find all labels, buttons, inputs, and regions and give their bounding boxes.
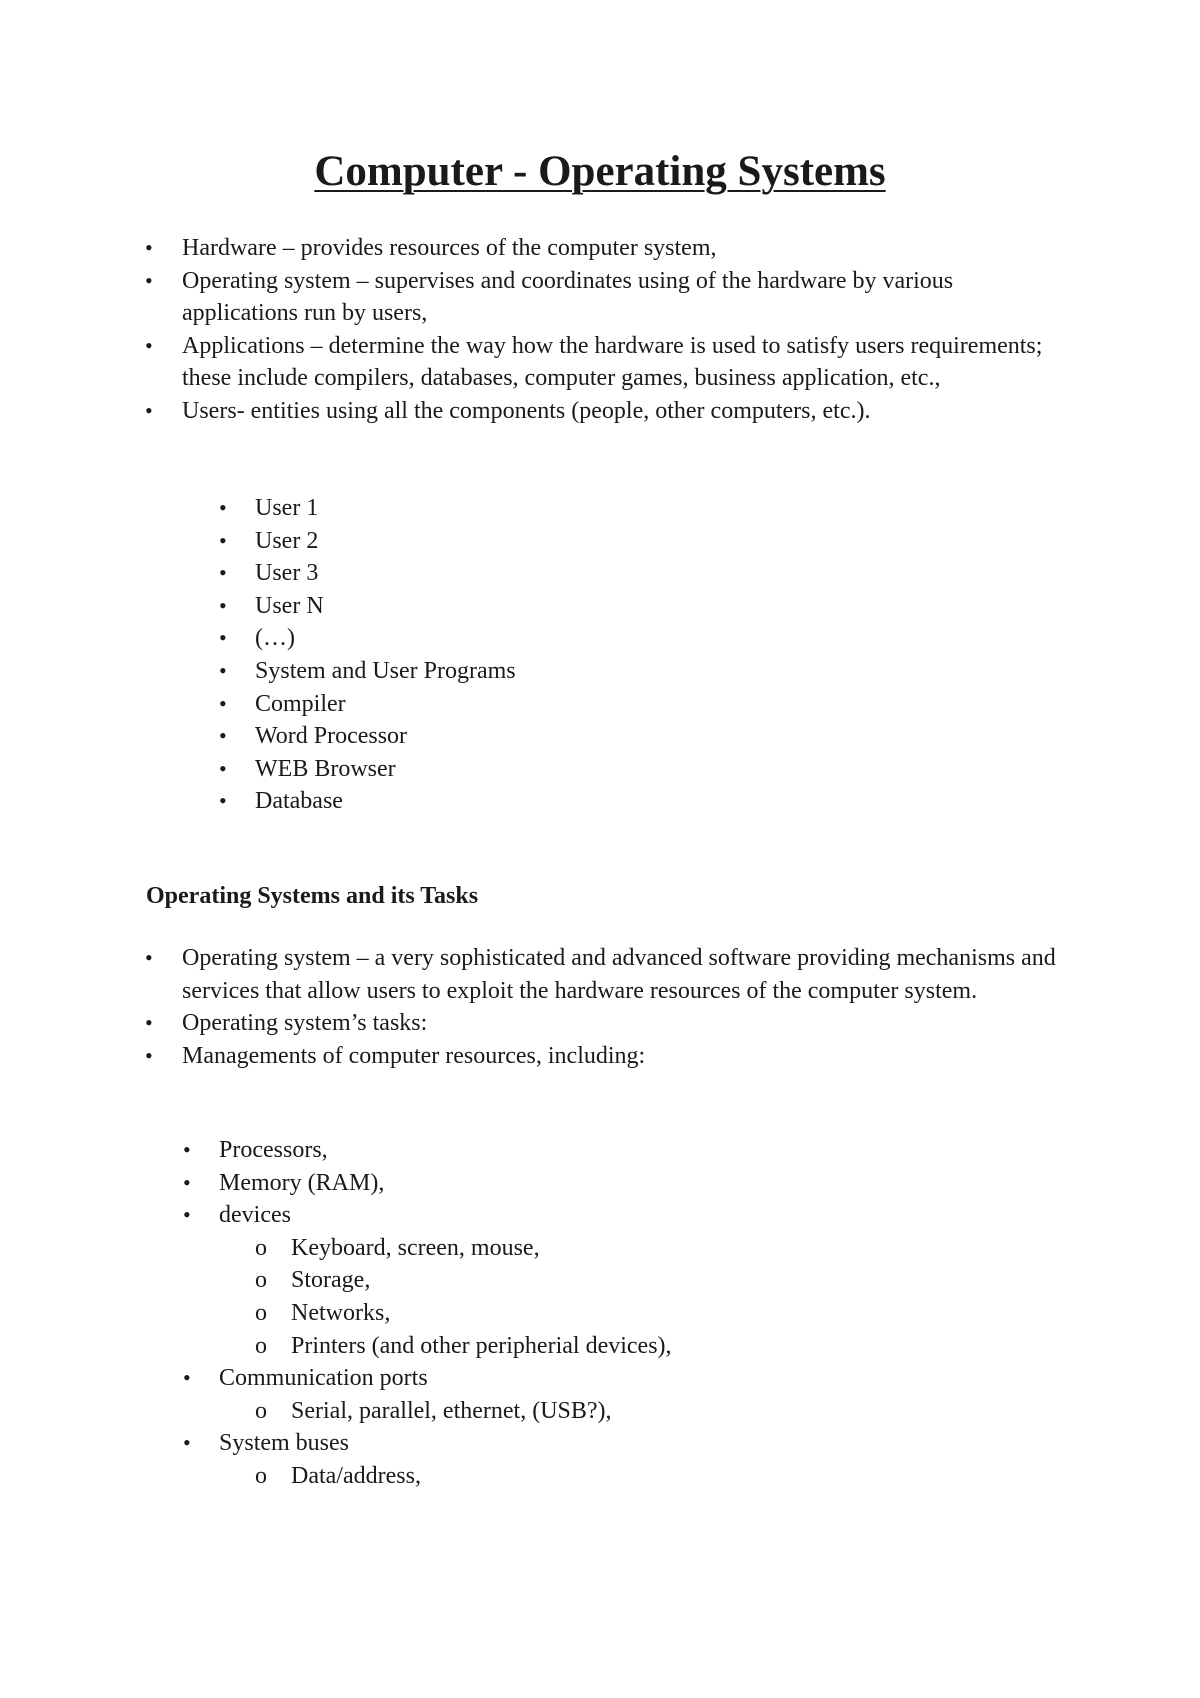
list-item: • Compiler <box>255 688 955 721</box>
list-item: • User 1 <box>255 492 955 525</box>
circle-bullet-icon: o <box>255 1234 267 1261</box>
circle-bullet-icon: o <box>255 1462 267 1489</box>
circle-bullet-icon: o <box>255 1267 267 1294</box>
list-item: • Hardware – provides resources of the computer system, <box>182 232 1062 265</box>
bullet-icon: • <box>145 397 153 423</box>
list-item: • System buses o Data/address, <box>219 1427 919 1492</box>
bullet-icon: • <box>219 560 227 586</box>
list-item: • Database <box>255 785 955 818</box>
bullet-icon: • <box>219 755 227 781</box>
list-item: • Memory (RAM), <box>219 1167 919 1200</box>
document-title: Computer - Operating Systems <box>314 148 886 195</box>
bullet-icon: • <box>183 1202 191 1228</box>
bullet-icon: • <box>219 723 227 749</box>
bullet-icon: • <box>219 690 227 716</box>
bullet-icon: • <box>219 657 227 683</box>
list-item: o Printers (and other peripherial devices), <box>291 1330 991 1363</box>
list-item: • Operating system – a very sophisticated and advanced software providing mechanisms and services that allow users to exploit the hardware resources of the computer system. <box>182 942 1062 1007</box>
bullet-icon: • <box>183 1365 191 1391</box>
list-item: o Storage, <box>291 1264 991 1297</box>
buses-sublist <box>255 1460 991 1493</box>
circle-bullet-icon: o <box>255 1299 267 1326</box>
bullet-icon: • <box>145 332 153 358</box>
resources-list <box>183 1134 919 1493</box>
list-item: • System and User Programs <box>255 655 955 688</box>
circle-bullet-icon: o <box>255 1397 267 1424</box>
bullet-icon: • <box>145 235 153 260</box>
list-item: • (…) <box>255 622 955 655</box>
bullet-icon: • <box>219 625 227 651</box>
intro-list <box>145 232 1062 428</box>
list-item: • Operating system – supervises and coordinates using of the hardware by various applications run by users, <box>182 265 1062 330</box>
list-item: • Managements of computer resources, including: <box>182 1040 1062 1073</box>
list-item: o Keyboard, screen, mouse, <box>291 1232 991 1265</box>
list-item: • Communication ports o Serial, parallel, ethernet, (USB?), <box>219 1362 919 1427</box>
bullet-icon: • <box>219 592 227 618</box>
list-item: o Serial, parallel, ethernet, (USB?), <box>291 1395 991 1428</box>
bullet-icon: • <box>145 945 153 970</box>
devices-sublist <box>255 1232 991 1362</box>
list-item: • User 3 <box>255 557 955 590</box>
bullet-icon: • <box>145 267 153 293</box>
list-item: o Networks, <box>291 1297 991 1330</box>
list-item: • User N <box>255 590 955 623</box>
bullet-icon: • <box>219 527 227 553</box>
list-item: • WEB Browser <box>255 753 955 786</box>
bullet-icon: • <box>183 1137 191 1162</box>
bullet-icon: • <box>145 1042 153 1068</box>
list-item: • Operating system’s tasks: <box>182 1007 1062 1040</box>
circle-bullet-icon: o <box>255 1332 267 1359</box>
list-item: • Word Processor <box>255 720 955 753</box>
bullet-icon: • <box>145 1010 153 1036</box>
ports-sublist <box>255 1395 991 1428</box>
users-list <box>219 492 955 818</box>
bullet-icon: • <box>183 1169 191 1195</box>
section-heading: Operating Systems and its Tasks <box>146 883 479 909</box>
list-item: o Data/address, <box>291 1460 991 1493</box>
bullet-icon: • <box>219 495 227 520</box>
list-item: • User 2 <box>255 525 955 558</box>
bullet-icon: • <box>183 1430 191 1456</box>
tasks-list <box>145 942 1062 1072</box>
list-item: • devices o Keyboard, screen, mouse, o Storage, o Networks, o Printers (and other peripherial devices), <box>219 1199 919 1362</box>
list-item: • Applications – determine the way how the hardware is used to satisfy users requirements; these include compilers, databases, computer games, business application, etc., <box>182 330 1062 395</box>
list-item: • Users- entities using all the components (people, other computers, etc.). <box>182 395 1062 428</box>
list-item: • Processors, <box>219 1134 919 1167</box>
bullet-icon: • <box>219 788 227 814</box>
